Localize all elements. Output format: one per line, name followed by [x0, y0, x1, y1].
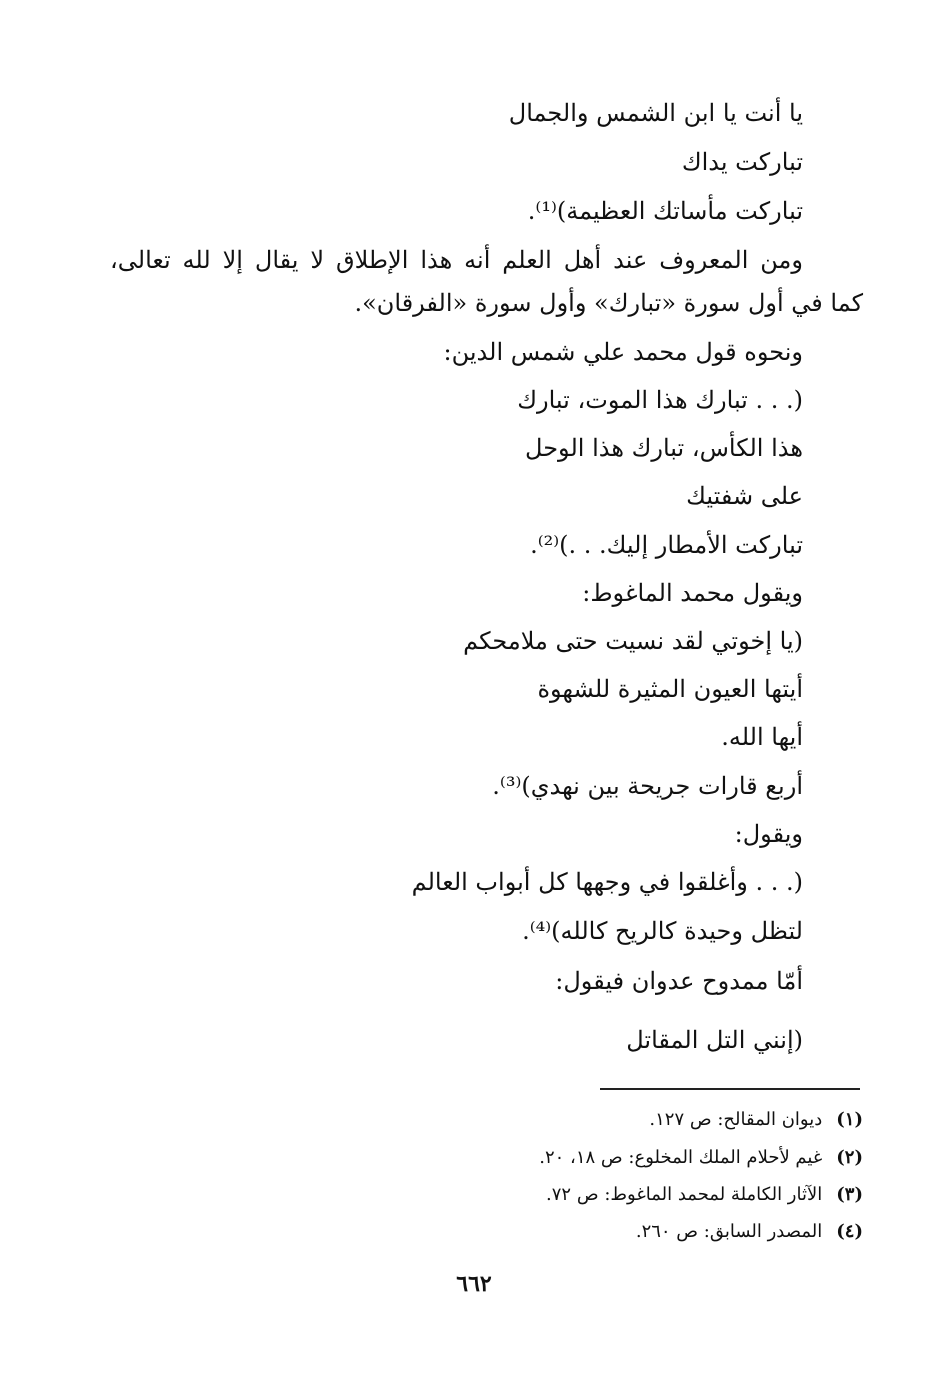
- paragraph-line: أمّا ممدوح عدوان فيقول:: [555, 967, 803, 995]
- poem-line: أربع قارات جريحة بين نهدي)⁽³⁾.: [492, 772, 803, 800]
- footnote: [636, 1220, 863, 1244]
- paragraph-line: ويقول:: [734, 820, 803, 848]
- paragraph-line: كما في أول سورة «تبارك» وأول سورة «الفرقان».: [354, 289, 863, 317]
- poem-line: لتظل وحيدة كالريح كالله)⁽⁴⁾.: [522, 917, 803, 945]
- poem-line: أيتها العيون المثيرة للشهوة: [537, 675, 803, 703]
- footnote-number: (٢): [836, 1147, 863, 1168]
- paragraph-line: ونحوه قول محمد علي شمس الدين:: [443, 338, 803, 366]
- poem-line: (يا إخوتي لقد نسيت حتى ملامحكم: [463, 627, 803, 655]
- footnote-text: غيم لأحلام الملك المخلوع: ص ١٨، ٢٠.: [539, 1147, 823, 1168]
- poem-line: هذا الكأس، تبارك هذا الوحل: [525, 434, 803, 462]
- footnote-number: (٣): [836, 1184, 863, 1205]
- footnote-separator: [600, 1088, 860, 1090]
- poem-line: (. . . وأغلقوا في وجهها كل أبواب العالم: [411, 868, 803, 896]
- poem-line: تباركت الأمطار إليك. . .)⁽²⁾.: [530, 531, 803, 559]
- poem-line: (. . . تبارك هذا الموت، تبارك: [517, 386, 803, 414]
- poem-line: تباركت مأساتك العظيمة)⁽¹⁾.: [527, 197, 803, 225]
- poem-line: أيها الله.: [721, 723, 803, 751]
- footnote-text: المصدر السابق: ص ٢٦٠.: [635, 1221, 823, 1242]
- poem-line: يا أنت يا ابن الشمس والجمال: [508, 99, 803, 127]
- poem-line: (إنني التل المقاتل: [626, 1026, 803, 1054]
- footnote-text: الآثار الكاملة لمحمد الماغوط: ص ٧٢.: [546, 1184, 823, 1205]
- footnote-text: ديوان المقالح: ص ١٢٧.: [649, 1109, 823, 1130]
- footnote: [539, 1146, 863, 1170]
- footnote: [546, 1183, 863, 1207]
- poem-line: على شفتيك: [686, 482, 803, 510]
- paragraph-line: ومن المعروف عند أهل العلم أنه هذا الإطلاق لا يقال إلا لله تعالى،: [110, 246, 803, 274]
- poem-line: تباركت يداك: [681, 148, 803, 176]
- footnote-number: (١): [836, 1109, 863, 1130]
- footnote-number: (٤): [836, 1221, 863, 1242]
- footnote: [649, 1108, 863, 1132]
- paragraph-line: ويقول محمد الماغوط:: [582, 579, 803, 607]
- page-number: ٦٦٢: [456, 1271, 492, 1297]
